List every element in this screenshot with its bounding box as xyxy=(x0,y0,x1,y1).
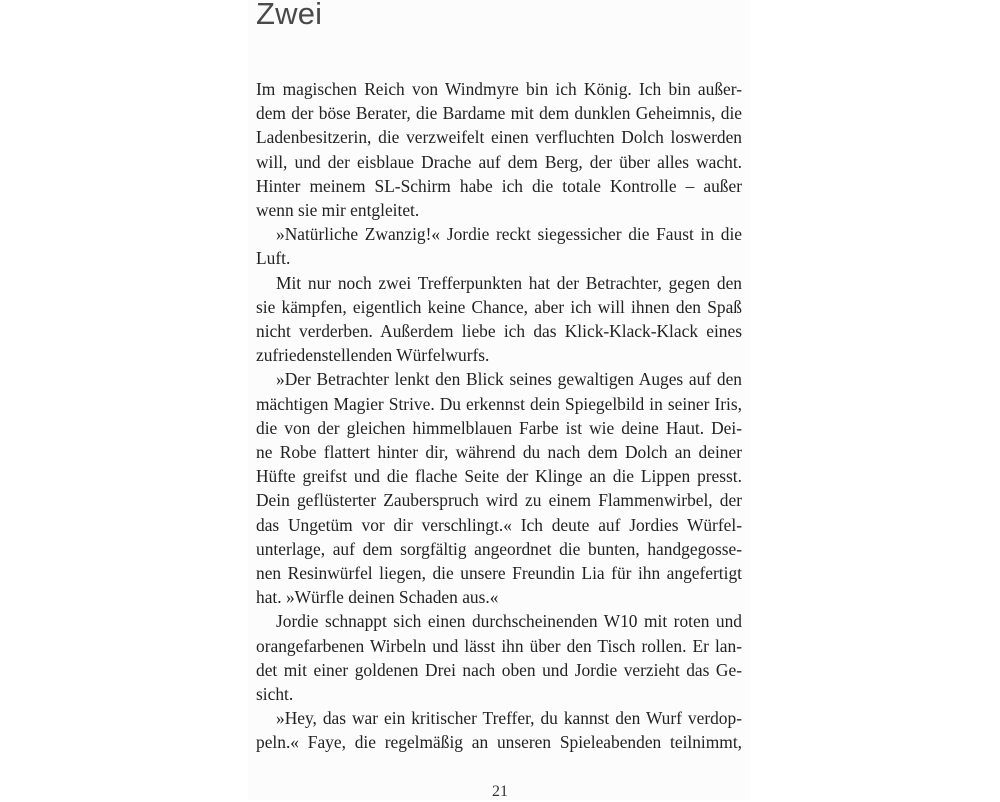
text-line: dem der böse Berater, die Bardame mit dem dunklen Geheimnis, die xyxy=(256,103,742,124)
text-line: hat. »Würfle deinen Schaden aus.« xyxy=(256,587,499,608)
text-line: sicht. xyxy=(256,684,294,705)
text-line: »Hey, das war ein kritischer Treffer, du kannst den Wurf verdop- xyxy=(276,708,742,729)
text-line: peln.« Faye, die regelmäßig an unseren Spieleabenden teilnimmt, xyxy=(256,732,742,753)
text-line: Dein geflüsterter Zauberspruch wird zu einem Flammenwirbel, der xyxy=(256,490,742,511)
text-line: orangefarbenen Wirbeln und lässt ihn über den Tisch rollen. Er lan- xyxy=(256,635,742,656)
text-line: wenn sie mir entgleitet. xyxy=(256,200,420,221)
text-line: sie kämpfen, eigentlich keine Chance, aber ich will ihnen den Spaß xyxy=(256,296,742,317)
text-line: Jordie schnappt sich einen durchscheinenden W10 mit roten und xyxy=(276,611,742,632)
page-number: 21 xyxy=(492,783,508,800)
text-line: nen Resinwürfel liegen, die unsere Freundin Lia für ihn angefertigt xyxy=(256,563,742,584)
text-line: Im magischen Reich von Windmyre bin ich König. Ich bin außer- xyxy=(256,79,742,99)
text-line: mächtigen Magier Strive. Du erkennst dein Spiegelbild in seiner Iris, xyxy=(256,393,742,414)
text-line: die von der gleichen himmelblauen Farbe ist wie deine Haut. Dei- xyxy=(256,417,742,438)
text-line: det mit einer goldenen Drei nach oben und Jordie verzieht das Ge- xyxy=(256,659,742,680)
chapter-body-text xyxy=(256,77,742,755)
text-line: Hinter meinem SL-Schirm habe ich die totale Kontrolle – außer xyxy=(256,175,742,196)
text-line: Mit nur noch zwei Trefferpunkten hat der Betrachter, gegen den xyxy=(276,272,742,293)
text-line: »Natürliche Zwanzig!« Jordie reckt siegessicher die Faust in die xyxy=(276,224,742,245)
text-line: Luft. xyxy=(256,248,291,269)
text-line: ne Robe flattert hinter dir, während du nach dem Dolch an deiner xyxy=(256,442,742,463)
chapter-title: Zwei xyxy=(256,0,323,31)
text-line: nicht verderben. Außerdem liebe ich das Klick-Klack-Klack eines xyxy=(256,321,742,342)
text-line: unterlage, auf dem sorgfältig angeordnet die bunten, handgegosse- xyxy=(256,538,742,559)
text-line: »Der Betrachter lenkt den Blick seines gewaltigen Auges auf den xyxy=(276,369,742,390)
text-line: Hüfte greifst und die flache Seite der Klinge an die Lippen presst. xyxy=(256,466,742,487)
text-line: zufriedenstellenden Würfelwurfs. xyxy=(256,345,490,366)
text-line: will, und der eisblaue Drache auf dem Berg, der über alles wacht. xyxy=(256,151,742,172)
text-line: Ladenbesitzerin, die verzweifelt einen verfluchten Dolch loswerden xyxy=(256,127,742,148)
text-line: das Ungetüm vor dir verschlingt.« Ich deute auf Jordies Würfel- xyxy=(256,514,742,535)
